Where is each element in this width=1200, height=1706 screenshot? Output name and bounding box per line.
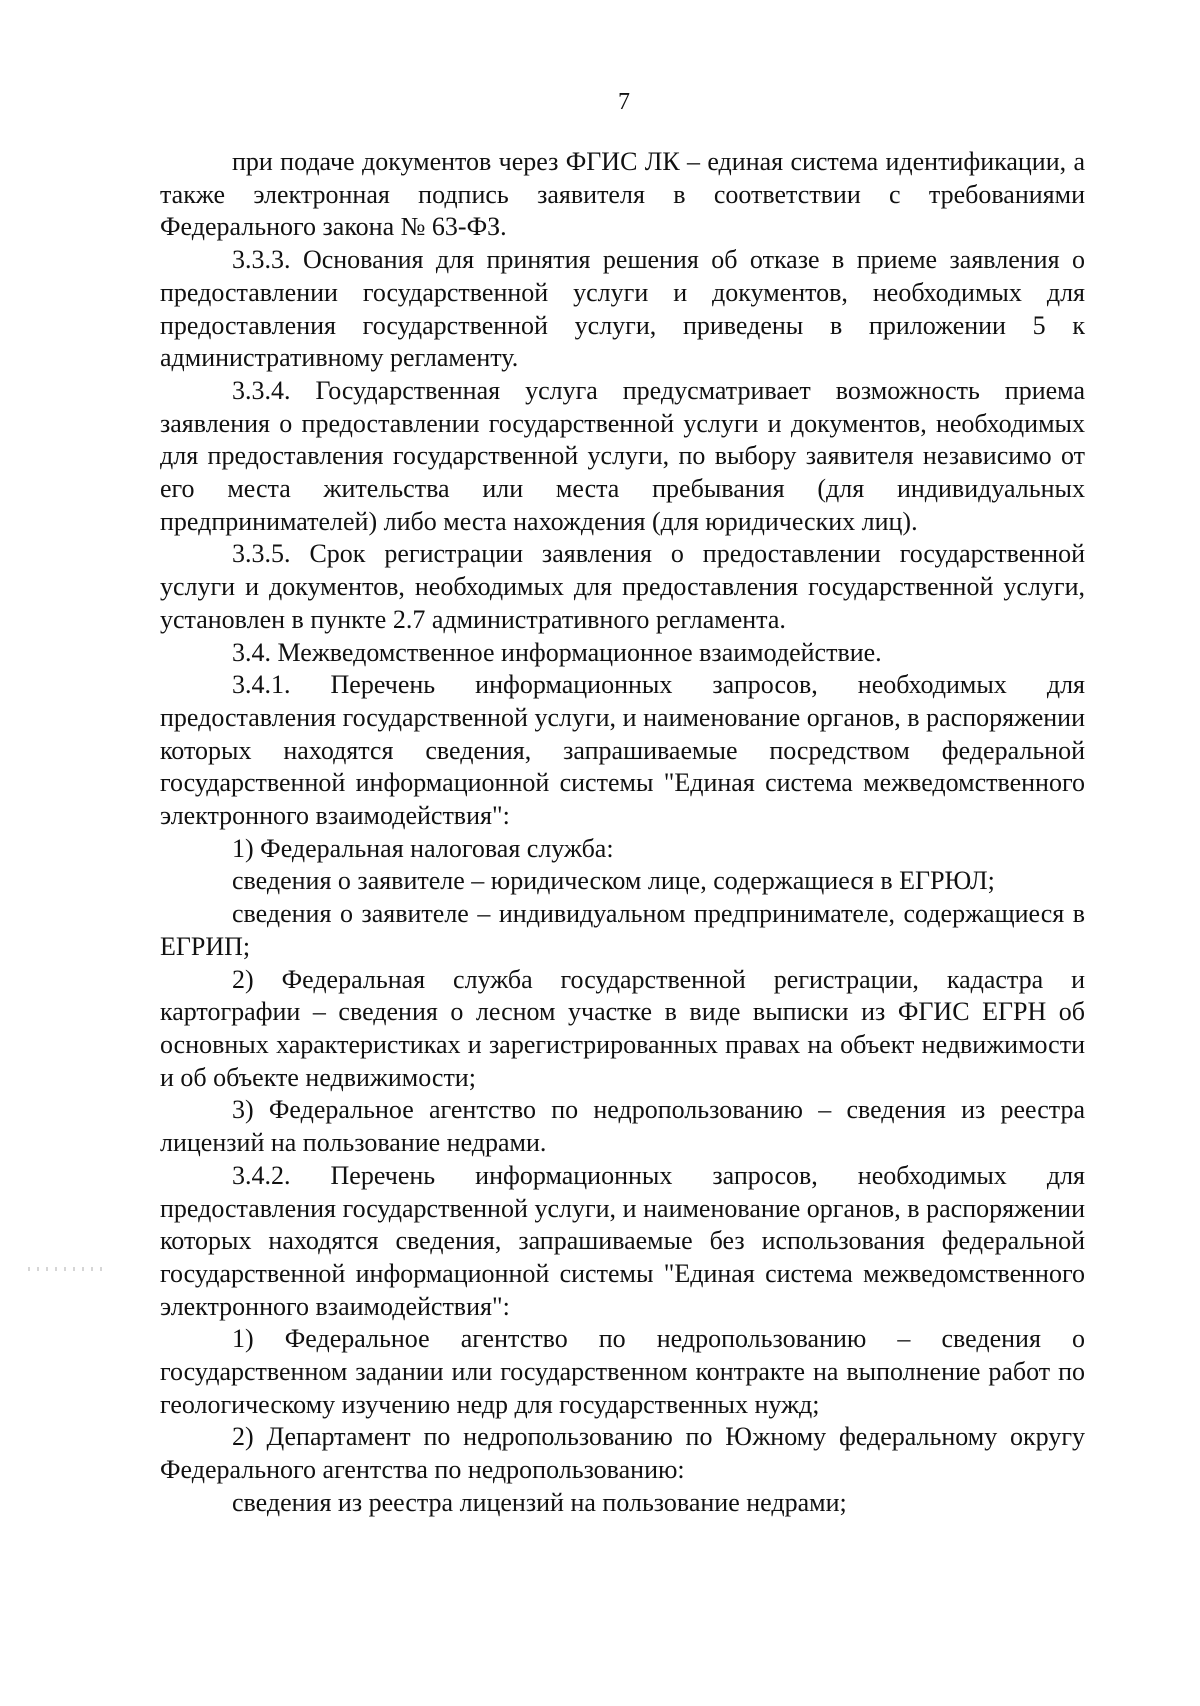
list-item-egrul: сведения о заявителе – юридическом лице, содержащиеся в ЕГРЮЛ;: [232, 866, 995, 896]
paragraph-3-3-3: 3.3.3. Основания для принятия решения об отказе в приеме заявления о предоставлении государственной услуги и документов, необходимых для предоставления государственной услуги, приведены в приложении 5 к административному регламенту.: [160, 245, 1085, 373]
paragraph-3-3-5: 3.3.5. Срок регистрации заявления о предоставлении государственной услуги и документов, необходимых для предоставления государственной услуги, установлен в пункте 2.7 административного регламента.: [160, 539, 1085, 634]
list-item-tax-service: 1) Федеральная налоговая служба:: [232, 833, 614, 863]
scan-artifact: [28, 1267, 108, 1271]
paragraph-3-3-4: 3.3.4. Государственная услуга предусматривает возможность приема заявления о предоставлении государственной услуги и документов, необходимых для предоставления государственной услуги, по выбору заявителя независимо от его места жительства или места пребывания (для индивидуальных предпринимателей) либо места нахождения (для юридических лиц).: [160, 375, 1085, 536]
list-item-egrip: сведения о заявителе – индивидуальном предпринимателе, содержащиеся в ЕГРИП;: [160, 899, 1085, 961]
paragraph-3-4: 3.4. Межведомственное информационное взаимодействие.: [232, 637, 882, 667]
list-item-southern-department: 2) Департамент по недропользованию по Южному федеральному округу Федерального агентства по недропользованию:: [160, 1422, 1085, 1485]
list-item-rosnedra-licenses: 3) Федеральное агентство по недропользованию – сведения из реестра лицензий на пользование недрами.: [160, 1095, 1085, 1158]
paragraph-identification: при подаче документов через ФГИС ЛК – единая система идентификации, а также электронная подпись заявителя в соответствии с требованиями Федерального закона № 63-ФЗ.: [160, 147, 1085, 242]
document-body: [160, 146, 1085, 1520]
paragraph-3-4-1: 3.4.1. Перечень информационных запросов, необходимых для предоставления государственной услуги, и наименование органов, в распоряжении которых находятся сведения, запрашиваемые посредством федеральной государственной информационной системы "Единая система межведомственного электронного взаимодействия":: [160, 670, 1085, 831]
page-number: 7: [618, 89, 630, 115]
list-item-license-registry: сведения из реестра лицензий на пользование недрами;: [232, 1487, 847, 1517]
list-item-rosreestr: 2) Федеральная служба государственной регистрации, кадастра и картографии – сведения о лесном участке в виде выписки из ФГИС ЕГРН об основных характеристиках и зарегистрированных правах на объект недвижимости и об объекте недвижимости;: [160, 964, 1085, 1092]
list-item-rosnedra-contracts: 1) Федеральное агентство по недропользованию – сведения о государственном задании или государственном контракте на выполнение работ по геологическому изучению недр для государственных нужд;: [160, 1324, 1085, 1419]
paragraph-3-4-2: 3.4.2. Перечень информационных запросов, необходимых для предоставления государственной услуги, и наименование органов, в распоряжении которых находятся сведения, запрашиваемые без использования федеральной государственной информационной системы "Единая система межведомственного электронного взаимодействия":: [160, 1160, 1085, 1321]
